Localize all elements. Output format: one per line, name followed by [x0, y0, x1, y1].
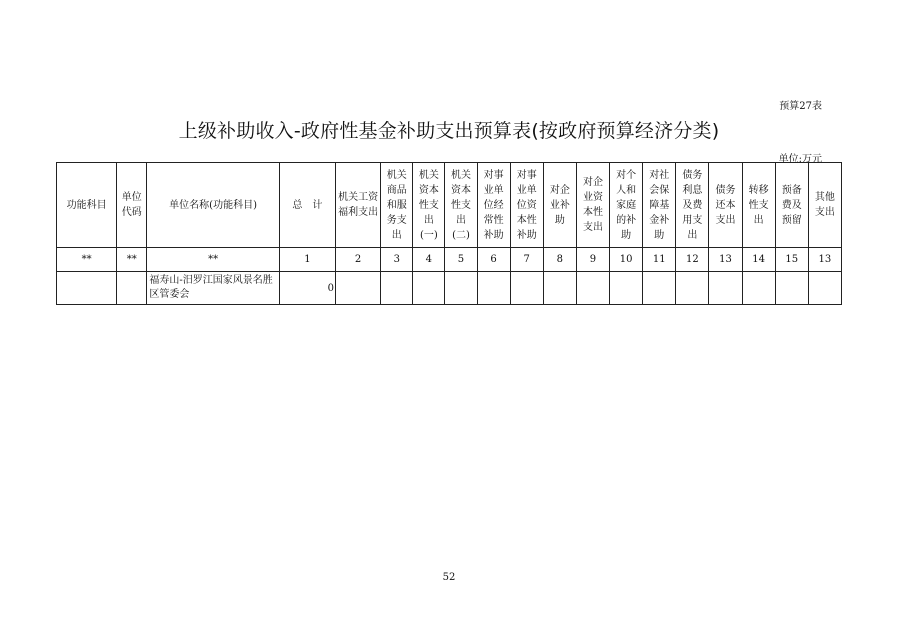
row-cell: [576, 272, 609, 305]
header-col-9: [576, 163, 609, 248]
page-title: 上级补助收入-政府性基金补助支出预算表(按政府预算经济分类): [178, 120, 720, 142]
header-col-6: [477, 163, 510, 248]
row-cell: [477, 272, 510, 305]
row-cell: [676, 272, 709, 305]
code-cell: 2: [336, 248, 381, 272]
header-col-7-text: 对事业单位资本性补助: [516, 169, 537, 241]
header-row: [57, 163, 842, 248]
header-col-13-text: 债务还本支出: [715, 184, 736, 226]
header-col-9-text: 对企业资本性支出: [582, 177, 603, 233]
header-col-5: [445, 163, 477, 248]
code-cell: 13: [808, 248, 841, 272]
code-cell: 14: [742, 248, 775, 272]
header-col-15: [775, 163, 808, 248]
code-cell: 11: [643, 248, 676, 272]
header-unit-name: 单位名称(功能科目): [147, 163, 280, 248]
row-cell: [413, 272, 445, 305]
row-cell: [445, 272, 477, 305]
header-col-12-text: 债务利息及费用支出: [682, 169, 703, 241]
page-number: 52: [442, 572, 456, 583]
row-cell: [381, 272, 413, 305]
row-cell: [543, 272, 576, 305]
header-col-13: [709, 163, 742, 248]
header-col-4: [413, 163, 445, 248]
row-cell: [510, 272, 543, 305]
row-cell: [709, 272, 742, 305]
row-cell: [775, 272, 808, 305]
header-col-12: [676, 163, 709, 248]
header-col-16: [808, 163, 841, 248]
header-col-6-text: 对事业单位经常性补助: [483, 169, 504, 241]
code-cell: 1: [279, 248, 335, 272]
code-row: [57, 248, 842, 272]
code-cell: 3: [381, 248, 413, 272]
row-cell: [808, 272, 841, 305]
header-col-2-text: 机关工资福利支出: [338, 192, 379, 218]
code-cell: 13: [709, 248, 742, 272]
header-col-3: [381, 163, 413, 248]
header-col-8-text: 对企业补助: [549, 184, 570, 226]
code-cell: 10: [610, 248, 643, 272]
header-col-8: [543, 163, 576, 248]
header-unit-code-text: 单位代码: [121, 192, 142, 218]
row-cell: [643, 272, 676, 305]
row-cell: [336, 272, 381, 305]
code-cell: **: [57, 248, 117, 272]
code-cell: 8: [543, 248, 576, 272]
row-cell: [742, 272, 775, 305]
code-cell: **: [147, 248, 280, 272]
budget-table: [56, 162, 842, 305]
header-func-subject: 功能科目: [57, 163, 117, 248]
row-func-subject: [57, 272, 117, 305]
code-cell: 5: [445, 248, 477, 272]
code-cell: 4: [413, 248, 445, 272]
row-total: 0: [279, 272, 335, 305]
code-cell: 9: [576, 248, 609, 272]
header-col-10: [610, 163, 643, 248]
code-cell: 7: [510, 248, 543, 272]
header-col-5-text: 机关资本性支出(二): [450, 169, 471, 241]
header-col-2: [336, 163, 381, 248]
table-row: [57, 272, 842, 305]
header-col-10-text: 对个人和家庭的补助: [616, 169, 637, 241]
header-col-4-text: 机关资本性支出(一): [418, 169, 439, 241]
header-col-16-text: 其他支出: [814, 192, 835, 218]
code-cell: 15: [775, 248, 808, 272]
header-col-11: [643, 163, 676, 248]
header-col-14: [742, 163, 775, 248]
row-cell: [610, 272, 643, 305]
form-number: 预算27表: [779, 101, 822, 112]
code-cell: 6: [477, 248, 510, 272]
unit-label: 单位:万元: [778, 154, 822, 165]
header-col-14-text: 转移性支出: [748, 184, 769, 226]
header-col-15-text: 预备费及预留: [781, 184, 802, 226]
header-col-11-text: 对社会保障基金补助: [649, 169, 670, 241]
header-unit-code: [117, 163, 147, 248]
header-total: 总 计: [279, 163, 335, 248]
row-unit-code: [117, 272, 147, 305]
code-cell: 12: [676, 248, 709, 272]
header-col-7: [510, 163, 543, 248]
code-cell: **: [117, 248, 147, 272]
row-unit-name: 福寿山-汨罗江国家风景名胜区管委会: [147, 272, 280, 305]
header-col-3-text: 机关商品和服务支出: [386, 169, 407, 241]
